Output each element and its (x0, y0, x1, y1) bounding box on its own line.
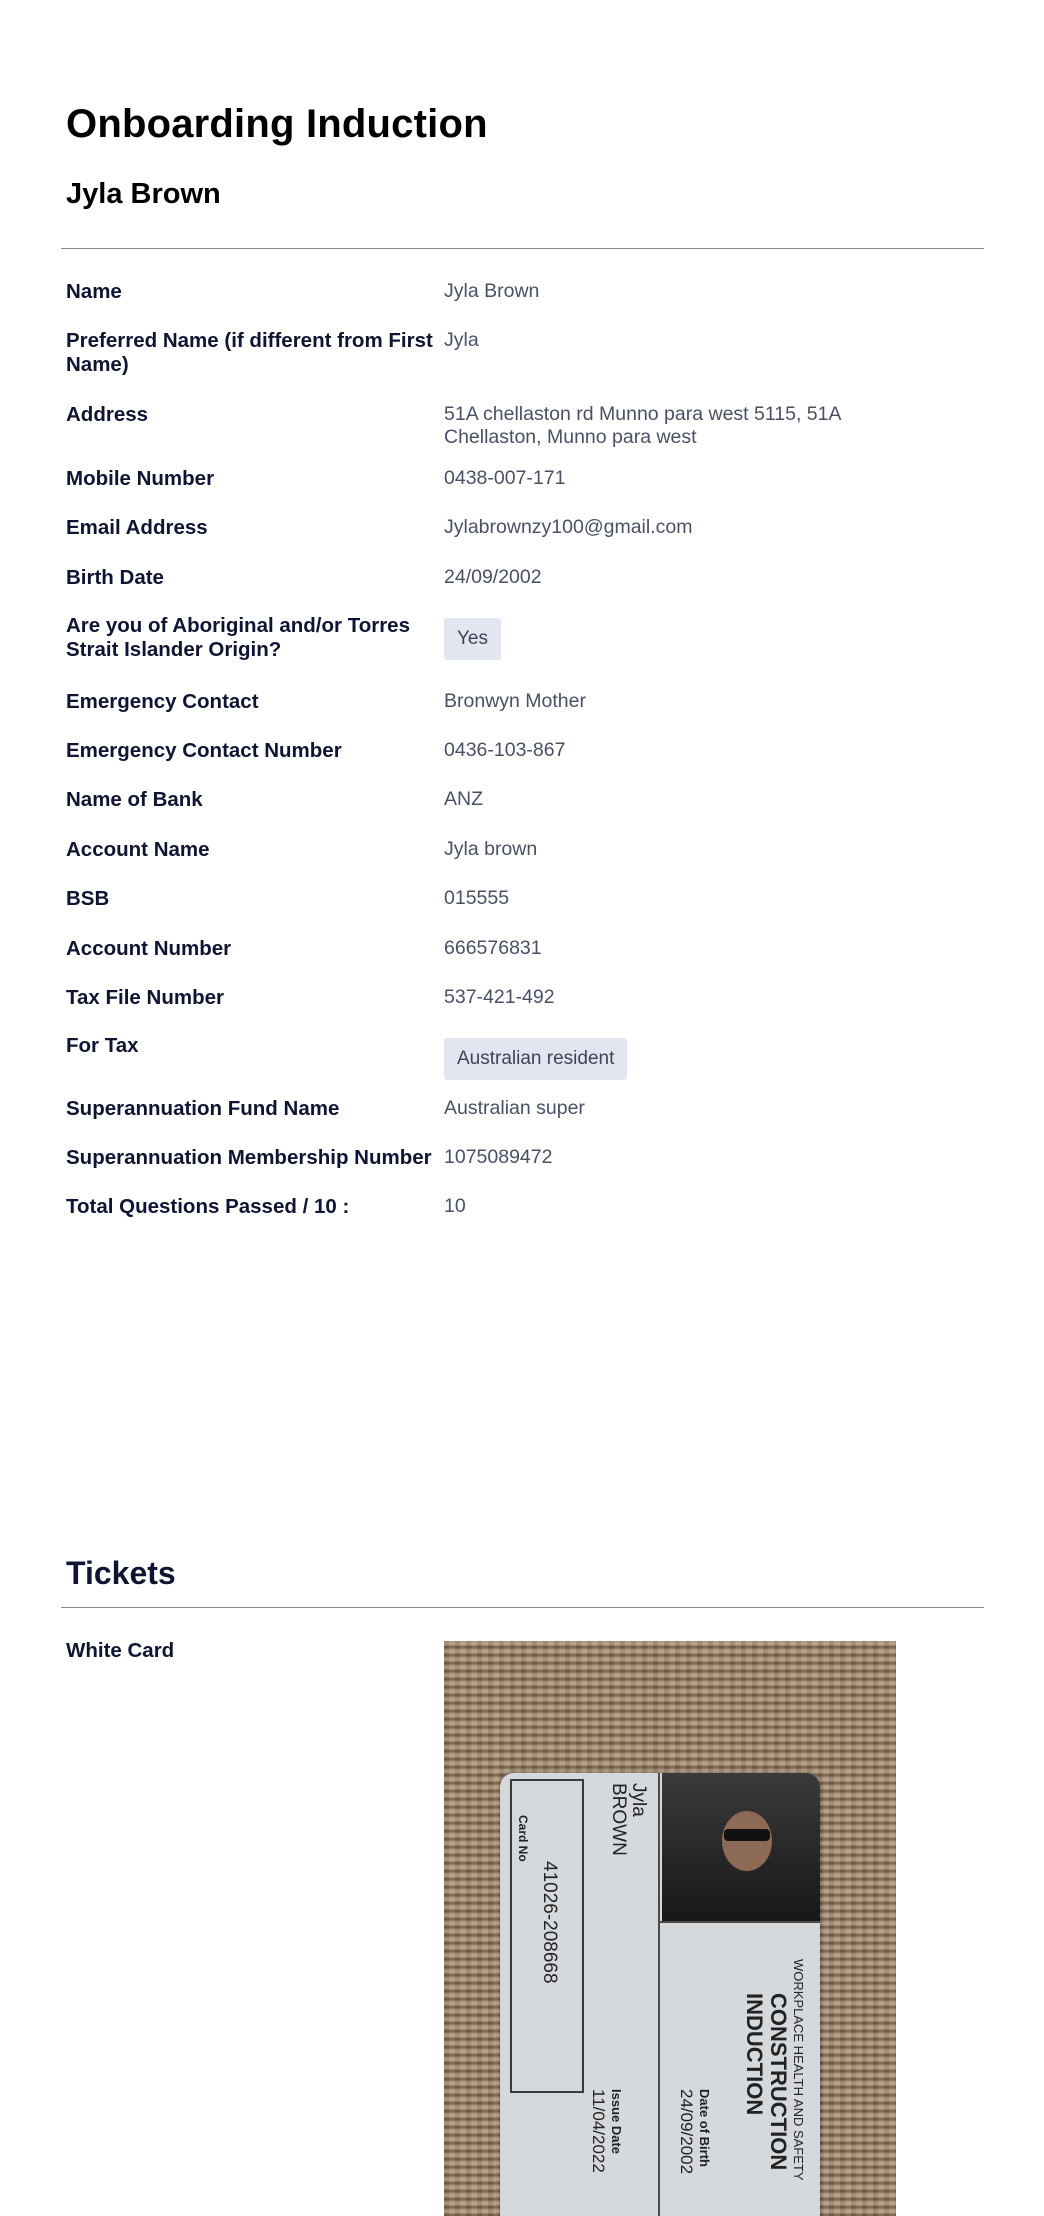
field-value: 24/09/2002 (444, 566, 542, 588)
card-number: 41026-208668 (539, 1861, 560, 1984)
field-label: Account Number (66, 937, 232, 960)
field-value: Jyla brown (444, 838, 538, 860)
person-name-heading: Jyla Brown (66, 178, 221, 210)
card-no-label: Card No (516, 1815, 530, 1862)
page-title: Onboarding Induction (66, 102, 488, 146)
field-label: Tax File Number (66, 986, 224, 1009)
white-card-image (500, 1773, 820, 2216)
field-value: 537-421-492 (444, 986, 555, 1008)
field-value: 51A chellaston rd Munno para west 5115, 51A Chellaston, Munno para west (444, 403, 841, 448)
field-label: BSB (66, 887, 110, 910)
field-value: 015555 (444, 887, 510, 909)
card-last-name: BROWN (608, 1783, 629, 1856)
card-org: WORKPLACE HEALTH AND SAFETY (791, 1959, 806, 2181)
field-value: 666576831 (444, 937, 542, 959)
field-value: 0436-103-867 (444, 739, 566, 761)
field-label: Address (66, 403, 149, 426)
field-label: Emergency Contact Number (66, 739, 342, 762)
field-label: Name (66, 280, 122, 303)
field-value: 1075089472 (444, 1146, 553, 1168)
field-label: Total Questions Passed / 10 : (66, 1195, 350, 1218)
field-value: 10 (444, 1195, 466, 1217)
divider (61, 248, 984, 249)
card-issue-date: 11/04/2022 (589, 2089, 608, 2173)
field-label: Mobile Number (66, 467, 215, 490)
field-value: Jyla Brown (444, 280, 540, 302)
card-title (742, 1993, 790, 2170)
ticket-label-white-card: White Card (66, 1639, 175, 1662)
field-value-badge: Australian resident (444, 1038, 627, 1080)
field-label: Account Name (66, 838, 210, 861)
field-value: ANZ (444, 788, 483, 810)
portrait-face (722, 1811, 772, 1871)
field-label: For Tax (66, 1034, 139, 1057)
field-label: Preferred Name (if different from First Name) (66, 329, 433, 376)
field-value: Jylabrownzy100@gmail.com (444, 516, 693, 538)
card-title-line2: INDUCTION (742, 1993, 767, 2116)
card-divider (658, 1921, 820, 1923)
portrait-glasses (724, 1829, 770, 1841)
card-issue-label: Issue Date (609, 2089, 624, 2155)
field-value: Bronwyn Mother (444, 690, 586, 712)
field-value: Australian super (444, 1097, 585, 1119)
card-title-line1: CONSTRUCTION (766, 1993, 791, 2171)
field-label: Superannuation Membership Number (66, 1146, 432, 1169)
field-label: Name of Bank (66, 788, 203, 811)
card-dob-label: Date of Birth (697, 2089, 712, 2167)
field-value-badge: Yes (444, 618, 501, 660)
field-label: Birth Date (66, 566, 164, 589)
divider (61, 1607, 984, 1608)
field-label: Superannuation Fund Name (66, 1097, 340, 1120)
field-label: Are you of Aboriginal and/or Torres Strait Islander Origin? (66, 614, 410, 661)
white-card-photo[interactable] (444, 1641, 896, 2216)
field-label: Emergency Contact (66, 690, 259, 713)
card-holder-name (608, 1783, 648, 1856)
field-value: Jyla (444, 329, 479, 351)
card-portrait (662, 1773, 820, 1921)
tickets-heading: Tickets (66, 1555, 176, 1591)
field-value: 0438-007-171 (444, 467, 566, 489)
field-label: Email Address (66, 516, 208, 539)
card-divider (658, 1773, 660, 2216)
card-dob: 24/09/2002 (677, 2089, 696, 2175)
card-first-name: Jyla (628, 1783, 649, 1817)
